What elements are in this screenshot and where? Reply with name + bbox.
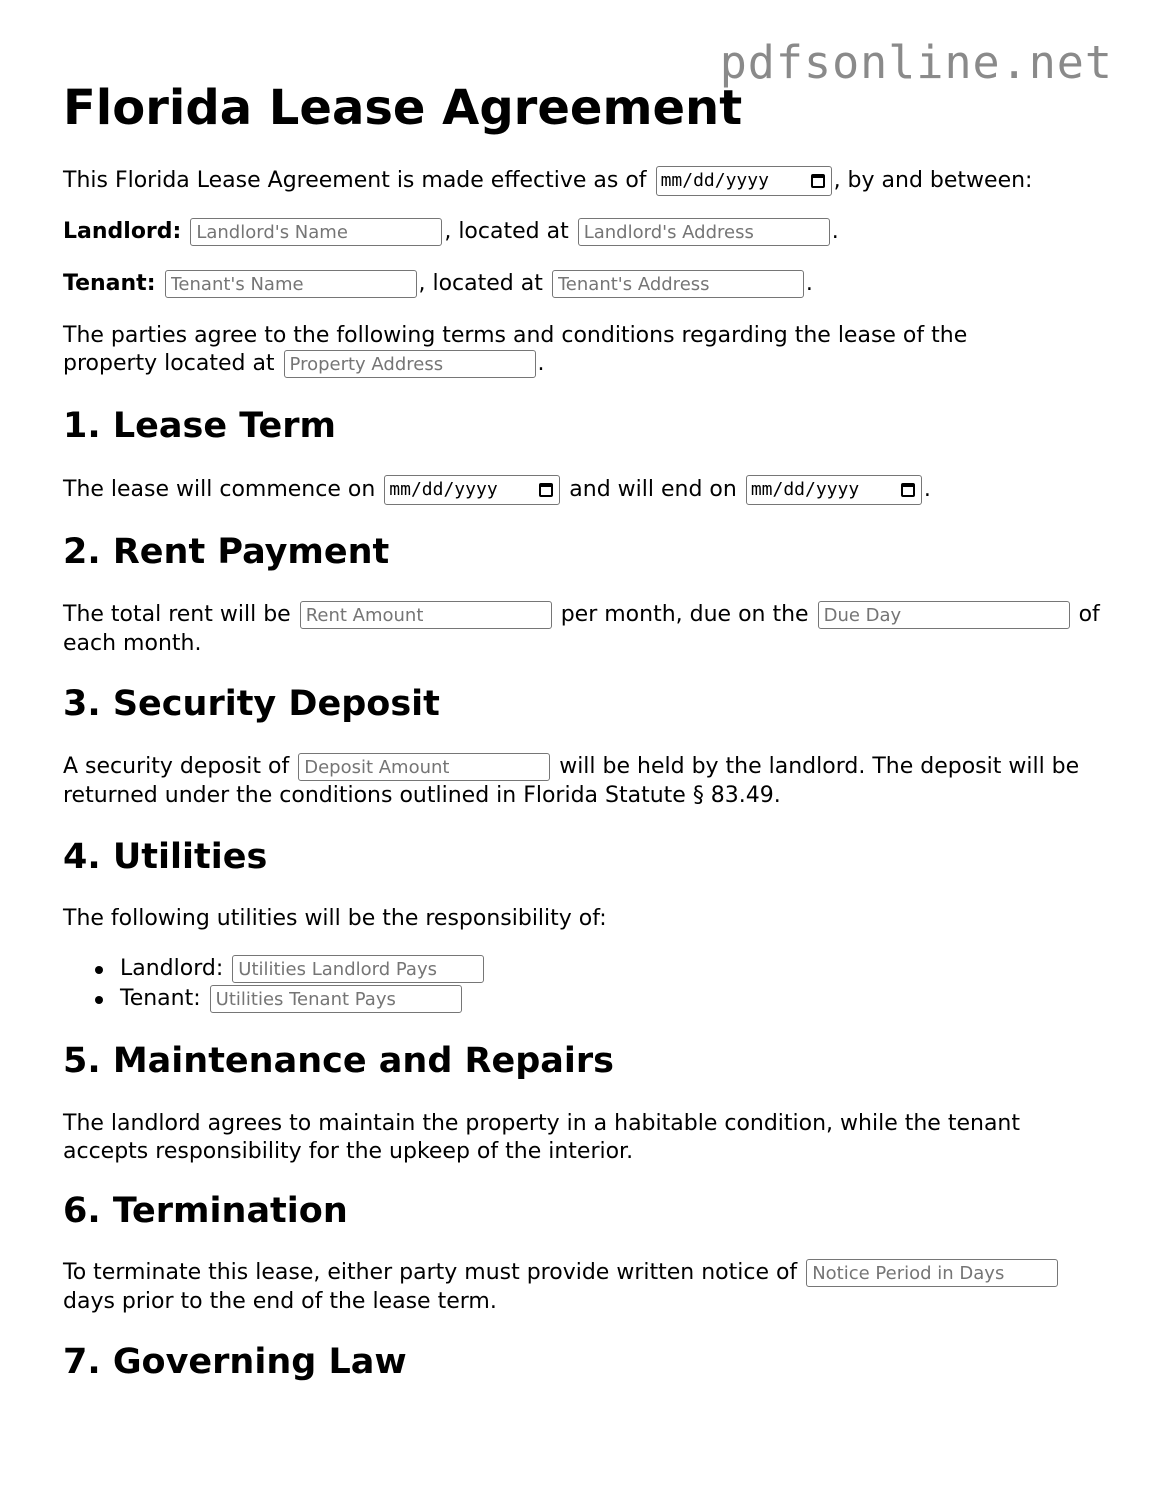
utilities-list (63, 954, 486, 1014)
deposit-amount-input[interactable] (298, 753, 550, 781)
calendar-icon[interactable] (901, 483, 915, 497)
rent-amount-input[interactable] (300, 601, 552, 629)
date-placeholder: mm/dd/yyyy (750, 479, 860, 500)
termination-text-end: days prior to the end of the lease term. (63, 1289, 497, 1314)
section-heading-lease-term: 1. Lease Term (63, 406, 336, 446)
intro-line (63, 166, 1032, 196)
section-heading-governing-law: 7. Governing Law (63, 1342, 407, 1382)
property-text: The parties agree to the following terms and conditions regarding the lease of the property located at (63, 323, 968, 376)
list-item (63, 954, 486, 984)
lease-start-text: The lease will commence on (63, 477, 376, 502)
tenant-address-input[interactable] (552, 270, 804, 298)
rent-text-start: The total rent will be (63, 602, 291, 627)
termination-text-start: To terminate this lease, either party must provide written notice of (63, 1260, 798, 1285)
landlord-end: . (831, 219, 839, 244)
tenant-label: Tenant: (63, 271, 156, 296)
utilities-tenant-input[interactable] (210, 985, 462, 1013)
landlord-label: Landlord: (63, 219, 182, 244)
watermark: pdfsonline.net (719, 36, 1113, 89)
utilities-landlord-input[interactable] (232, 955, 484, 983)
tenant-end: . (805, 271, 813, 296)
rent-text-end: of each month. (63, 602, 1100, 656)
property-address-input[interactable] (284, 350, 536, 378)
section-heading-rent: 2. Rent Payment (63, 532, 390, 572)
page-title: Florida Lease Agreement (63, 80, 743, 136)
tenant-name-input[interactable] (165, 270, 417, 298)
bullet-icon (95, 996, 103, 1004)
lease-end-date-input[interactable] (746, 475, 922, 505)
landlord-name-input[interactable] (190, 218, 442, 246)
deposit-paragraph (63, 752, 1103, 810)
date-placeholder: mm/dd/yyyy (660, 170, 769, 191)
deposit-text-end: will be held by the landlord. The deposit will be returned under the conditions outlined in Florida Statute § 83.49. (63, 754, 1080, 808)
calendar-icon[interactable] (811, 174, 825, 188)
utilities-tenant-label: Tenant: (120, 986, 201, 1011)
landlord-line (63, 218, 839, 246)
notice-period-input[interactable] (806, 1259, 1058, 1287)
section-heading-termination: 6. Termination (63, 1191, 348, 1231)
utilities-text: The following utilities will be the responsibility of: (63, 906, 607, 931)
intro-after: , by and between: (833, 168, 1033, 193)
date-placeholder: mm/dd/yyyy (389, 479, 498, 500)
termination-paragraph (63, 1258, 1103, 1316)
lease-term-end: . (923, 477, 931, 502)
list-item (63, 984, 486, 1014)
utilities-landlord-label: Landlord: (120, 956, 224, 981)
section-heading-deposit: 3. Security Deposit (63, 684, 440, 724)
landlord-located-at: , located at (444, 219, 569, 244)
tenant-line (63, 270, 813, 298)
section-heading-utilities: 4. Utilities (63, 837, 268, 877)
deposit-text-start: A security deposit of (63, 754, 290, 779)
landlord-address-input[interactable] (578, 218, 830, 246)
tenant-located-at: , located at (418, 271, 543, 296)
calendar-icon[interactable] (539, 483, 553, 497)
maintenance-text: The landlord agrees to maintain the property in a habitable condition, while the tenant accepts responsibility for the upkeep of the interior. (63, 1111, 1020, 1164)
section-heading-maintenance: 5. Maintenance and Repairs (63, 1041, 615, 1081)
property-end: . (537, 351, 545, 376)
rent-due-day-input[interactable] (818, 601, 1070, 629)
bullet-icon (95, 966, 103, 974)
lease-term-line (63, 475, 931, 505)
rent-paragraph (63, 600, 1103, 658)
lease-mid-text: and will end on (569, 477, 737, 502)
lease-start-date-input[interactable] (384, 475, 560, 505)
intro-text: This Florida Lease Agreement is made effective as of (63, 168, 647, 193)
effective-date-input[interactable] (656, 166, 832, 196)
property-paragraph (63, 322, 1013, 378)
rent-text-mid: per month, due on the (560, 602, 809, 627)
